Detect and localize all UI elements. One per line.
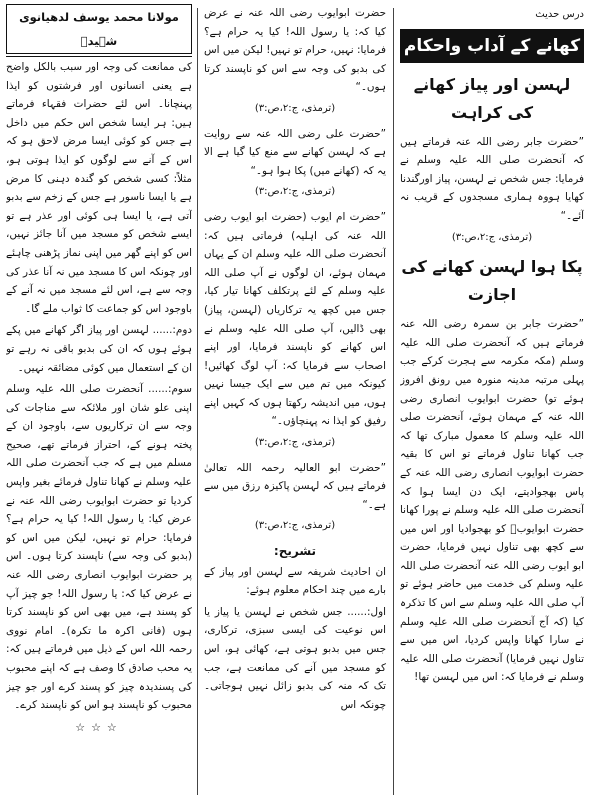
paragraph: ”حضرت ابو العالیہ رحمہ اللہ تعالیٰ فرماتے ہیں کہ لہسن پاکیزہ رزق میں سے ہے۔“: [204, 461, 386, 511]
paragraph: ”حضرت جابر بن سمرہ رضی اللہ عنہ فرماتے ہیں کہ آنحضرت صلی اللہ علیہ وسلم (مکہ مکرمہ سے ہجرت کرکے جب پہلی مرتبہ مدینہ منورہ میں رونق افروز ہوئے تو) حضرت ابوایوب انصاری رضی اللہ عنہ کے مہمان ہوئے، آنحضرت صلی اللہ علیہ وسلم کا معمول مبارک تھا کہ جب کھانا تناول فرماتے تو اس کا بقیہ حضرت ابوایوب انصاری رضی اللہ عنہ کے پاس بھجوادیتے، ایک دن ایسا ہوا کہ آنحضرت صلی اللہ علیہ وسلم نے پورا کھانا حضرت ابوایوبؓ کو بھجوادیا اور اس میں سے کچھ بھی تناول نہیں فرمایا، حضرت ابو ایوب رضی اللہ عنہ آنحضرت صلی اللہ علیہ وسلم کی خدمت میں حاضر ہوئے تو آپ صلی اللہ علیہ وسلم سے اس کا تذکرہ کیا (کہ آج آنحضرت صلی اللہ علیہ وسلم نے سارا کھانا واپس کردیا، اس میں سے تناول نہیں فرمایا) آنحضرت صلی اللہ علیہ وسلم نے فرمایا کہ: اس میں لہسن تھا!: [400, 318, 584, 684]
subheading-tashreeh: تشریح:: [273, 544, 317, 559]
column-divider: [197, 8, 198, 795]
article-banner-title: کھانے کے آداب واحکام: [400, 29, 584, 63]
end-stars: ☆☆☆: [75, 720, 123, 734]
paragraph: اول:...... جس شخص نے لہسن یا پیاز یا اس نوعیت کی ایسی سبزی، ترکاری، جس میں بدبو ہوتی ہے، کھائی ہو، اس کو مسجد میں آنے کی ممانعت ہے، جب تک کہ منہ کی بدبو زائل نہیں ہوجاتی۔ چونکہ اس: [204, 605, 386, 711]
column-divider: [393, 8, 394, 795]
paragraph: کی ممانعت کی وجہ اور سبب بالکل واضح ہے یعنی انسانوں اور فرشتوں کو ایذا پہنچانا۔ اس لئے حضرات فقہاء فرماتے ہیں: ہر ایسا شخص اس حکم میں داخل ہے جس کو کوئی ایسا مرض لاحق ہو کہ اس کے آنے سے لوگوں کو ایذا ہوتی ہو، مثلاً: کسی شخص کو گندہ دہنی کا مرض ہے یا ایسا ناسور ہے جس کے زخم سے بدبو آتی ہے، یا ایسا ہی کوئی اور عذر ہے تو ایسے شخص کو مسجد میں آنا جائز نہیں، اس کو اپنے گھر میں اپنی نماز پڑھنی چاہئے اور چونکہ اس کا مسجد میں نہ آنا عذر کی وجہ سے ہے، اس لئے مسجد میں نہ آنے کے باوجود اس کو جماعت کا ثواب ملے گا۔: [6, 61, 192, 315]
paragraph: سوم:...... آنحضرت صلی اللہ علیہ وسلم اپنی علو شان اور ملائکہ سے مناجات کی وجہ سے ان ترکاریوں سے، باوجود ان کے پختہ ہونے کے، احتراز فرماتے تھے، صحیح مسلم میں ہے کہ جب آنحضرت صلی اللہ علیہ وسلم نے کھانا تناول فرمائے بغیر واپس کردیا تو حضرت ابوایوب رضی اللہ عنہ نے عرض کیا: یا رسول اللہ! کیا یہ حرام ہے؟ فرمایا: حرام تو نہیں، لیکن میں اس کو (بدبو کی وجہ سے) ناپسند کرتا ہوں۔ اس پر حضرت ابوایوب انصاری رضی اللہ عنہ نے عرض کیا کہ: یا رسول اللہ! جو چیز آپ کو پسند ہے، میں بھی اس کو ناپسند کرتا ہوں (فانی اکرہ ما تکرہ)۔ امام نووی رحمہ اللہ اس کے ذیل میں فرماتے ہیں کہ: یہ محب صادق کا وصف ہے کہ اپنے محبوب کی پسندیدہ چیز کو پسند کرے اور جو چیز محبوب کو ناپسند ہو اس کو ناپسند کرے۔: [6, 383, 192, 712]
paragraph: ”حضرت علی رضی اللہ عنہ سے روایت ہے کہ لہسن کھانے سے منع کیا گیا ہے الا یہ کہ (کھانے میں) پکا ہوا ہو۔“: [204, 127, 386, 177]
column-right: [400, 4, 584, 799]
section-heading-1: لہسن اور پیاز کھانے کی کراہت: [413, 74, 571, 122]
reference: (ترمذی، ج:۲،ص:۳): [254, 186, 336, 198]
author-box: مولانا محمد یوسف لدھیانوی شہیدؒ: [6, 4, 192, 54]
reference: (ترمذی، ج:۲،ص:۳): [254, 437, 336, 449]
reference: (ترمذی، ج:۲،ص:۳): [254, 102, 336, 114]
series-label: درس حدیث: [535, 9, 584, 20]
column-middle: [204, 4, 386, 799]
paragraph: ان احادیث شریفہ سے لہسن اور پیاز کے بارے میں چند احکام معلوم ہوئے:: [204, 565, 386, 597]
reference: (ترمذی، ج:۲،ص:۳): [451, 231, 533, 243]
paragraph: ”حضرت جابر رضی اللہ عنہ فرماتے ہیں کہ آنحضرت صلی اللہ علیہ وسلم نے فرمایا: جس شخص نے لہسن، پیاز اورگندنا کھایا ہووہ ہماری مسجدوں کے قریب نہ آئے۔“: [400, 135, 584, 222]
paragraph: ”حضرت ام ایوب (حضرت ابو ایوب رضی اللہ عنہ کی اہلیہ) فرماتی ہیں کہ: آنحضرت صلی اللہ علیہ وسلم ان کے یہاں مہمان ہوئے، ان لوگوں نے آپ صلی اللہ علیہ وسلم کے لئے پرتکلف کھانا تیار کیا، جس میں کچھ یہ ترکاریاں (لہسن، پیاز) بھی ڈالیں، آپ صلی اللہ علیہ وسلم نے اس کھانے کو ناپسند فرمایا، اور اپنے اصحاب سے فرمایا کہ: آپ لوگ کھائیں! کیونکہ میں تم میں سے ایک جیسا نہیں ہوں، میں اندیشہ رکھتا ہوں کہ کہیں اپنے رفیق کو ایذا نہ پہنچاؤں۔“: [204, 210, 386, 428]
reference: (ترمذی، ج:۲،ص:۳): [254, 520, 336, 532]
section-heading-2: پکا ہوا لہسن کھانے کی اجازت: [401, 257, 583, 305]
paragraph: حضرت ابوایوب رضی اللہ عنہ نے عرض کیا کہ: یا رسول اللہ! کیا یہ حرام ہے؟ فرمایا: نہیں، حرام تو نہیں! لیکن میں اس کی بدبو کی وجہ سے اس کو ناپسند کرتا ہوں۔“: [204, 7, 386, 94]
paragraph: دوم:...... لہسن اور پیاز اگر کھانے میں پکے ہوئے ہوں کہ ان کی بدبو باقی نہ رہے تو ان کے استعمال میں کوئی مضائقہ نہیں۔: [6, 324, 192, 374]
column-left: [6, 4, 192, 799]
